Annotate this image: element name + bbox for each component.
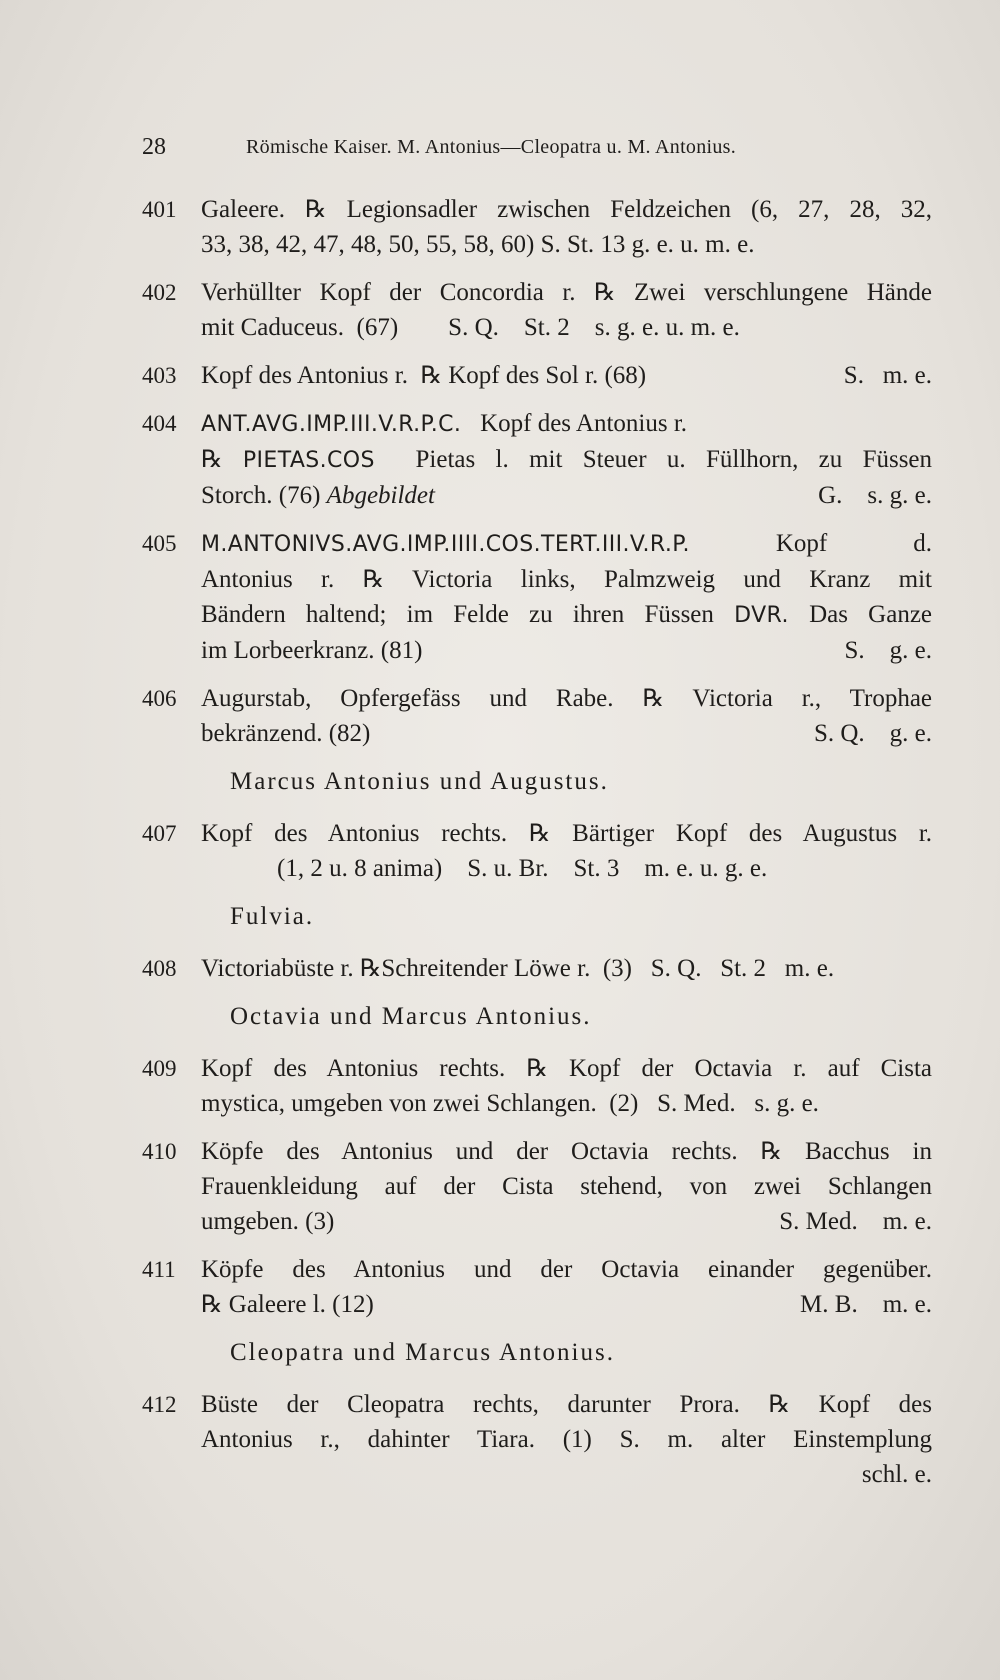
entry-line: mystica, umgeben von zwei Schlangen. (2) S. Med. s. g. e.: [201, 1090, 819, 1117]
page-header: [0, 134, 1000, 168]
page-number: 28: [142, 134, 166, 160]
entry-line: [201, 1134, 932, 1169]
entry-text: Kopf des Antonius rechts.: [201, 1055, 506, 1082]
recipe-symbol-icon: ℞: [420, 361, 442, 389]
entry-number: 403: [142, 363, 177, 388]
entry-number: 409: [142, 1056, 177, 1081]
running-head: Römische Kaiser. M. Antonius—Cleopatra u. M. Antonius.: [246, 136, 737, 158]
recipe-symbol-icon: ℞: [642, 684, 664, 712]
entry-text: im Lorbeerkranz. (81): [201, 637, 423, 664]
catalog-entry-410: [142, 1134, 932, 1239]
entry-line: [201, 1204, 932, 1239]
entry-line: [201, 597, 932, 633]
entry-text: Das Ganze: [809, 601, 933, 628]
entry-number: 411: [142, 1257, 176, 1282]
entry-text: Köpfe des Antonius und der Octavia rechts.: [201, 1138, 738, 1165]
catalog-entry-407: [142, 816, 932, 886]
recipe-symbol-icon: ℞: [528, 819, 551, 847]
entry-line: Frauenkleidung auf der Cista stehend, von zwei Schlangen: [201, 1173, 932, 1200]
entry-line: [201, 951, 932, 986]
entry-grade: S. Q. g. e.: [813, 720, 932, 747]
entry-text: Victoriabüste r.: [201, 955, 354, 982]
entry-line: [201, 1287, 932, 1322]
entry-line: [201, 633, 932, 668]
recipe-symbol-icon: ℞: [362, 565, 385, 593]
entry-number: 407: [142, 821, 177, 846]
entry-line: [201, 716, 932, 751]
entry-number: 402: [142, 280, 177, 305]
legend-text: DVR.: [734, 603, 789, 628]
catalog-text: [142, 192, 932, 1505]
catalog-entry-412: [142, 1387, 932, 1492]
entry-text: Bändern haltend; im Felde zu ihren Füssen: [201, 601, 714, 628]
entry-text: Kopf des Antonius rechts.: [201, 820, 508, 847]
entry-line: (1, 2 u. 8 anima) S. u. Br. St. 3 m. e. u. g. e.: [277, 855, 768, 882]
recipe-symbol-icon: ℞: [201, 445, 223, 473]
entry-text: Antonius r.: [201, 566, 335, 593]
entry-text: Büste der Cleopatra rechts, darunter Prora.: [201, 1391, 740, 1418]
entry-grade: G. s. g. e.: [818, 482, 932, 509]
legend-text: M.ANTONIVS.AVG.IMP.IIII.COS.TERT.III.V.R.P.: [201, 532, 690, 557]
illustrated-note: Abgebildet: [326, 482, 435, 509]
entry-line: [201, 192, 932, 227]
catalog-entry-409: [142, 1051, 932, 1121]
entry-line: [201, 275, 932, 310]
entry-grade: S. m. e.: [843, 362, 932, 389]
entry-text: Zwei verschlungene Hände: [634, 279, 932, 306]
entry-line: mit Caduceus. (67) S. Q. St. 2 s. g. e. u. m. e.: [201, 314, 740, 341]
entry-line: [201, 526, 932, 562]
section-heading: Octavia und Marcus Antonius.: [230, 1003, 592, 1030]
entry-text: Bacchus in: [804, 1138, 932, 1165]
entry-line: [201, 1051, 932, 1086]
entry-grade: M. B. m. e.: [800, 1291, 932, 1318]
recipe-symbol-icon: ℞: [526, 1054, 548, 1082]
entry-text: Victoria links, Palmzweig und Kranz mit: [412, 566, 932, 593]
entry-text: Kopf des: [818, 1391, 932, 1418]
entry-number: 412: [142, 1392, 177, 1417]
entry-line: [201, 406, 932, 442]
entry-line: [201, 681, 932, 716]
entry-text: Pietas l. mit Steuer u. Füllhorn, zu Füssen: [415, 446, 933, 473]
entry-text: Augurstab, Opfergefäss und Rabe.: [201, 685, 614, 712]
entry-line: [201, 358, 932, 393]
catalog-entry-411: [142, 1252, 932, 1322]
entry-number: 401: [142, 197, 177, 222]
recipe-symbol-icon: ℞: [359, 954, 382, 982]
entry-line: [201, 442, 932, 478]
catalog-entry-404: [142, 406, 932, 513]
entry-line: [201, 562, 932, 597]
entry-number: 405: [142, 531, 177, 556]
entry-text: Storch. (76): [201, 482, 321, 509]
section-heading: Fulvia.: [230, 903, 315, 930]
catalog-entry-402: [142, 275, 932, 345]
entry-number: 410: [142, 1139, 177, 1164]
entry-text: Kopf d.: [775, 530, 932, 557]
legend-text: PIETAS.COS: [242, 448, 375, 473]
recipe-symbol-icon: ℞: [760, 1137, 783, 1165]
recipe-symbol-icon: ℞: [305, 195, 327, 223]
catalog-entry-408: [142, 951, 932, 986]
entry-text: Legionsadler zwischen Feldzeichen (6, 27, 28, 32,: [346, 196, 933, 223]
catalog-entry-403: [142, 358, 932, 393]
entry-text: Bärtiger Kopf des Augustus r.: [572, 820, 933, 847]
entry-line: [201, 478, 932, 513]
entry-line: [201, 816, 932, 851]
entry-text: Kopf der Octavia r. auf Cista: [568, 1055, 933, 1082]
section-heading: Marcus Antonius und Augustus.: [230, 768, 609, 795]
entry-line: 33, 38, 42, 47, 48, 50, 55, 58, 60) S. St. 13 g. e. u. m. e.: [201, 231, 755, 258]
entry-text: Galeere l. (12): [228, 1291, 374, 1318]
recipe-symbol-icon: ℞: [768, 1390, 791, 1418]
entry-number: 408: [142, 956, 177, 981]
entry-line: Antonius r., dahinter Tiara. (1) S. m. alter Einstemplung: [201, 1426, 932, 1453]
recipe-symbol-icon: ℞: [594, 278, 616, 306]
entry-number: 404: [142, 411, 177, 436]
recipe-symbol-icon: ℞: [201, 1290, 223, 1318]
entry-text: Galeere.: [201, 196, 285, 223]
catalog-entry-401: [142, 192, 932, 262]
entry-text: bekränzend. (82): [201, 720, 371, 747]
section-heading: Cleopatra und Marcus Antonius.: [230, 1339, 615, 1366]
entry-grade: S. g. e.: [844, 637, 932, 664]
entry-grade: S. Med. m. e.: [779, 1208, 932, 1235]
entry-text: Kopf des Sol r. (68): [448, 362, 647, 389]
entry-text: Schreitender Löwe r. (3) S. Q. St. 2 m. e.: [381, 955, 835, 982]
catalog-entry-406: [142, 681, 932, 751]
entry-text: Kopf des Antonius r.: [480, 410, 688, 437]
catalog-entry-405: [142, 526, 932, 668]
entry-text: umgeben. (3): [201, 1208, 335, 1235]
entry-text: Kopf des Antonius r.: [201, 362, 408, 389]
entry-text: Verhüllter Kopf der Concordia r.: [201, 279, 576, 306]
entry-line: schl. e.: [861, 1461, 932, 1488]
entry-line: [201, 1387, 932, 1422]
entry-line: Köpfe des Antonius und der Octavia einander gegenüber.: [201, 1256, 932, 1283]
legend-text: ANT.AVG.IMP.III.V.R.P.C.: [201, 412, 462, 437]
entry-text: Victoria r., Trophae: [692, 685, 933, 712]
entry-number: 406: [142, 686, 177, 711]
